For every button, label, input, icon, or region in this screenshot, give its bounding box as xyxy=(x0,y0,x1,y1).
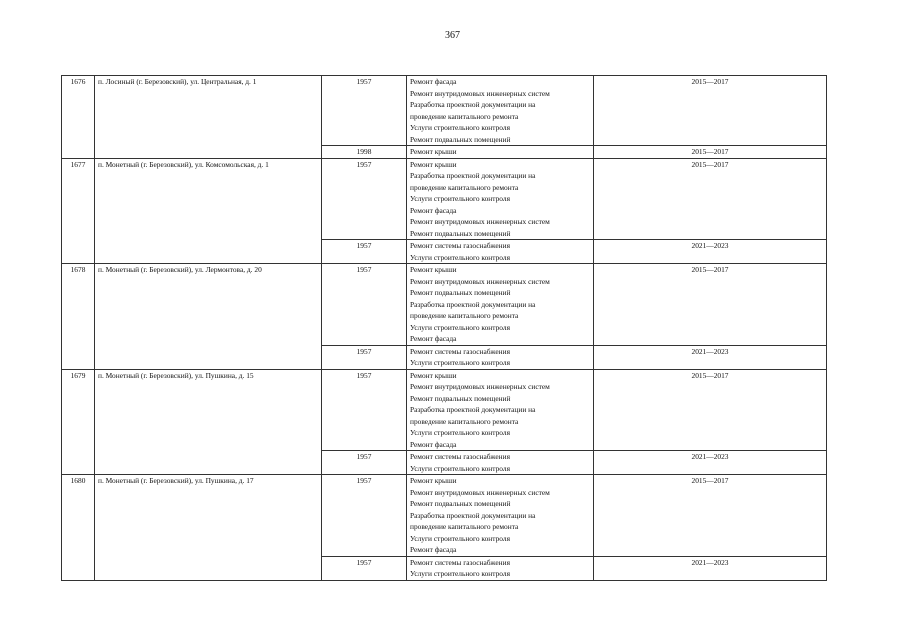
period-cell: 2021—2023 xyxy=(594,240,827,264)
work-item: проведение капитального ремонта xyxy=(410,182,519,192)
work-item: Ремонт подвальных помещений xyxy=(410,134,511,144)
work-item: Услуги строительного контроля xyxy=(410,463,510,473)
table-row xyxy=(62,369,827,451)
year-cell: 1957 xyxy=(322,369,407,451)
period-cell: 2021—2023 xyxy=(594,556,827,580)
work-item: Ремонт подвальных помещений xyxy=(410,499,511,508)
address-cell: п. Монетный (г. Березовский), ул. Комсомольская, д. 1 xyxy=(95,158,322,264)
works-cell xyxy=(407,146,594,159)
year-cell: 1957 xyxy=(322,475,407,557)
period-cell: 2015—2017 xyxy=(594,475,827,557)
work-item: Ремонт крыши xyxy=(410,476,457,485)
work-item: Ремонт системы газоснабжения xyxy=(410,241,510,250)
works-cell xyxy=(407,76,594,146)
address-cell: п. Лосиный (г. Березовский), ул. Центральная, д. 1 xyxy=(95,76,322,159)
address-cell: п. Монетный (г. Березовский), ул. Пушкина, д. 17 xyxy=(95,475,322,581)
year-cell: 1998 xyxy=(322,146,407,159)
works-cell xyxy=(407,345,594,369)
period-cell: 2015—2017 xyxy=(594,146,827,159)
work-item: Ремонт фасада xyxy=(410,334,457,343)
address-cell: п. Монетный (г. Березовский), ул. Лермонтова, д. 20 xyxy=(95,264,322,370)
work-item: Услуги строительного контроля xyxy=(410,533,510,543)
work-item: проведение капитального ремонта xyxy=(410,111,519,121)
row-number-cell: 1676 xyxy=(62,76,95,159)
work-item: Ремонт внутридомовых инженерных систем xyxy=(410,217,550,226)
work-item: Ремонт фасада xyxy=(410,205,457,215)
works-cell xyxy=(407,475,594,557)
work-item: Ремонт подвальных помещений xyxy=(410,228,511,238)
year-cell: 1957 xyxy=(322,158,407,240)
year-cell: 1957 xyxy=(322,345,407,369)
works-cell xyxy=(407,264,594,346)
table-row xyxy=(62,158,827,240)
work-item: Разработка проектной документации на xyxy=(410,510,536,520)
page-number: 367 xyxy=(445,30,460,41)
work-item: Разработка проектной документации на xyxy=(410,299,536,309)
work-item: Услуги строительного контроля xyxy=(410,358,510,367)
work-item: Ремонт системы газоснабжения xyxy=(410,557,510,567)
row-number-cell: 1679 xyxy=(62,369,95,475)
works-cell xyxy=(407,556,594,580)
work-item: Ремонт внутридомовых инженерных систем xyxy=(410,88,550,98)
work-item: проведение капитального ремонта xyxy=(410,416,519,426)
work-item: Услуги строительного контроля xyxy=(410,322,510,332)
work-item: Ремонт крыши xyxy=(410,370,457,380)
work-item: Ремонт внутридомовых инженерных систем xyxy=(410,487,550,497)
work-item: Ремонт крыши xyxy=(410,265,457,274)
address-cell: п. Монетный (г. Березовский), ул. Пушкина, д. 15 xyxy=(95,369,322,475)
table-row xyxy=(62,76,827,146)
works-cell xyxy=(407,451,594,475)
works-cell xyxy=(407,158,594,240)
work-item: Ремонт крыши xyxy=(410,159,457,169)
year-cell: 1957 xyxy=(322,264,407,346)
work-item: Ремонт подвальных помещений xyxy=(410,288,511,297)
work-item: Услуги строительного контроля xyxy=(410,194,510,203)
work-item: Ремонт крыши xyxy=(410,147,457,156)
year-cell: 1957 xyxy=(322,76,407,146)
work-item: Ремонт внутридомовых инженерных систем xyxy=(410,276,550,286)
period-cell: 2015—2017 xyxy=(594,158,827,240)
work-item: Ремонт подвальных помещений xyxy=(410,393,511,403)
work-item: Разработка проектной документации на xyxy=(410,171,536,180)
period-cell: 2015—2017 xyxy=(594,369,827,451)
work-item: Разработка проектной документации на xyxy=(410,100,536,109)
period-cell: 2015—2017 xyxy=(594,76,827,146)
row-number-cell: 1677 xyxy=(62,158,95,264)
table-row xyxy=(62,475,827,557)
work-item: Услуги строительного контроля xyxy=(410,569,510,578)
period-cell: 2021—2023 xyxy=(594,345,827,369)
works-cell xyxy=(407,240,594,264)
work-item: Ремонт внутридомовых инженерных систем xyxy=(410,382,550,391)
work-item: Услуги строительного контроля xyxy=(410,123,510,132)
works-cell xyxy=(407,369,594,451)
table-row xyxy=(62,264,827,346)
work-item: проведение капитального ремонта xyxy=(410,311,519,320)
registry-table xyxy=(61,75,827,581)
work-item: Услуги строительного контроля xyxy=(410,252,510,262)
work-item: проведение капитального ремонта xyxy=(410,522,519,531)
row-number-cell: 1680 xyxy=(62,475,95,581)
period-cell: 2015—2017 xyxy=(594,264,827,346)
work-item: Ремонт фасада xyxy=(410,439,457,449)
work-item: Разработка проектной документации на xyxy=(410,405,536,414)
work-item: Ремонт фасада xyxy=(410,545,457,554)
work-item: Ремонт системы газоснабжения xyxy=(410,452,510,461)
year-cell: 1957 xyxy=(322,556,407,580)
period-cell: 2021—2023 xyxy=(594,451,827,475)
year-cell: 1957 xyxy=(322,451,407,475)
year-cell: 1957 xyxy=(322,240,407,264)
work-item: Ремонт системы газоснабжения xyxy=(410,346,510,356)
work-item: Услуги строительного контроля xyxy=(410,428,510,437)
work-item: Ремонт фасада xyxy=(410,77,457,86)
row-number-cell: 1678 xyxy=(62,264,95,370)
